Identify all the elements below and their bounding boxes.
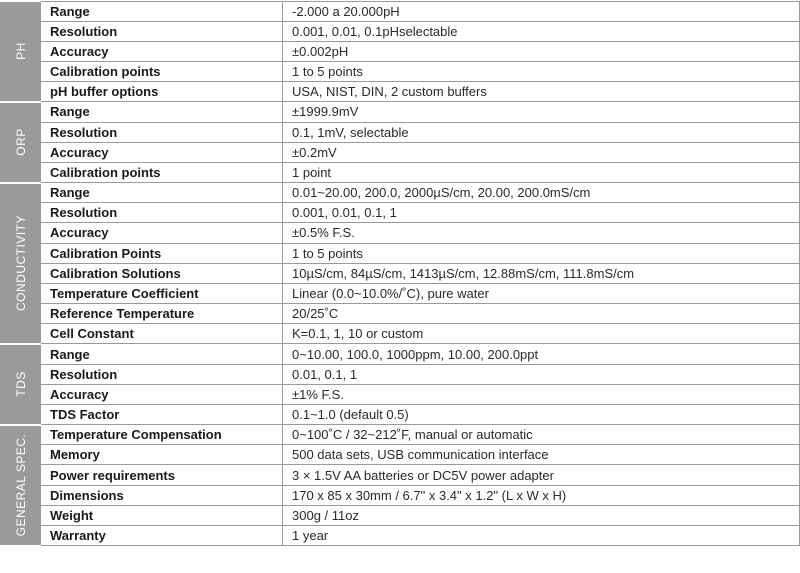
parameter-name: Range [41, 183, 283, 203]
group-label: CONDUCTIVITY [13, 215, 28, 312]
spec-row [1, 142, 800, 162]
parameter-value: 3 × 1.5V AA batteries or DC5V power adapter [283, 465, 800, 485]
spec-row [1, 364, 800, 384]
spec-row [1, 485, 800, 505]
parameter-name: Temperature Coefficient [41, 283, 283, 303]
parameter-name: Calibration points [41, 62, 283, 82]
spec-row [1, 82, 800, 102]
parameter-value: 1 to 5 points [283, 62, 800, 82]
parameter-name: Range [41, 102, 283, 122]
parameter-name: pH buffer options [41, 82, 283, 102]
spec-row [1, 525, 800, 545]
parameter-value: 0.001, 0.01, 0.1pHselectable [283, 21, 800, 41]
spec-row [1, 122, 800, 142]
parameter-name: Resolution [41, 21, 283, 41]
parameter-name: Resolution [41, 203, 283, 223]
spec-row [1, 263, 800, 283]
parameter-name: Accuracy [41, 41, 283, 61]
spec-row [1, 344, 800, 364]
spec-row [1, 304, 800, 324]
parameter-value: 500 data sets, USB communication interface [283, 445, 800, 465]
parameter-name: Accuracy [41, 142, 283, 162]
parameter-value: 1 to 5 points [283, 243, 800, 263]
spec-row [1, 404, 800, 424]
parameter-value: 0~100˚C / 32~212˚F, manual or automatic [283, 425, 800, 445]
spec-row [1, 243, 800, 263]
spec-row [1, 183, 800, 203]
parameter-name: Calibration Points [41, 243, 283, 263]
parameter-value: 1 year [283, 525, 800, 545]
parameter-value: 1 point [283, 162, 800, 182]
parameter-value: 10µS/cm, 84µS/cm, 1413µS/cm, 12.88mS/cm, 111.8mS/cm [283, 263, 800, 283]
parameter-value: 170 x 85 x 30mm / 6.7" x 3.4" x 1.2" (L x W x H) [283, 485, 800, 505]
parameter-name: Cell Constant [41, 324, 283, 344]
spec-row [1, 505, 800, 525]
group-label: ORP [13, 128, 28, 156]
spec-row [1, 283, 800, 303]
parameter-value: ±0.2mV [283, 142, 800, 162]
spec-row [1, 162, 800, 182]
group-header-cell [1, 102, 41, 183]
parameter-value: 0~10.00, 100.0, 1000ppm, 10.00, 200.0ppt [283, 344, 800, 364]
parameter-name: Reference Temperature [41, 304, 283, 324]
spec-row [1, 223, 800, 243]
parameter-value: 20/25˚C [283, 304, 800, 324]
parameter-name: TDS Factor [41, 404, 283, 424]
group-label: GENERAL SPEC. [13, 433, 28, 537]
parameter-value: -2.000 a 20.000pH [283, 1, 800, 21]
parameter-value: ±0.5% F.S. [283, 223, 800, 243]
spec-row [1, 21, 800, 41]
spec-row [1, 102, 800, 122]
parameter-value: ±0.002pH [283, 41, 800, 61]
parameter-name: Accuracy [41, 223, 283, 243]
group-header-cell [1, 183, 41, 344]
parameter-name: Temperature Compensation [41, 425, 283, 445]
parameter-name: Accuracy [41, 384, 283, 404]
group-header-cell [1, 344, 41, 425]
parameter-value: Linear (0.0~10.0%/˚C), pure water [283, 283, 800, 303]
group-header-cell [1, 425, 41, 546]
parameter-name: Dimensions [41, 485, 283, 505]
parameter-name: Resolution [41, 122, 283, 142]
spec-row [1, 384, 800, 404]
parameter-value: 0.01, 0.1, 1 [283, 364, 800, 384]
parameter-name: Calibration Solutions [41, 263, 283, 283]
spec-row [1, 41, 800, 61]
parameter-value: 300g / 11oz [283, 505, 800, 525]
specifications-table-body [1, 1, 800, 546]
parameter-name: Calibration points [41, 162, 283, 182]
parameter-value: 0.1~1.0 (default 0.5) [283, 404, 800, 424]
group-header-cell [1, 1, 41, 102]
spec-row [1, 62, 800, 82]
parameter-name: Resolution [41, 364, 283, 384]
parameter-value: USA, NIST, DIN, 2 custom buffers [283, 82, 800, 102]
parameter-value: ±1% F.S. [283, 384, 800, 404]
parameter-name: Weight [41, 505, 283, 525]
group-label: TDS [13, 371, 28, 398]
spec-row [1, 1, 800, 21]
spec-row [1, 445, 800, 465]
parameter-value: K=0.1, 1, 10 or custom [283, 324, 800, 344]
spec-row [1, 203, 800, 223]
parameter-value: 0.01~20.00, 200.0, 2000µS/cm, 20.00, 200.0mS/cm [283, 183, 800, 203]
parameter-name: Memory [41, 445, 283, 465]
parameter-name: Range [41, 1, 283, 21]
group-label: PH [13, 42, 28, 61]
spec-row [1, 324, 800, 344]
parameter-name: Range [41, 344, 283, 364]
parameter-name: Warranty [41, 525, 283, 545]
parameter-value: 0.1, 1mV, selectable [283, 122, 800, 142]
parameter-name: Power requirements [41, 465, 283, 485]
spec-row [1, 425, 800, 445]
parameter-value: 0.001, 0.01, 0.1, 1 [283, 203, 800, 223]
parameter-value: ±1999.9mV [283, 102, 800, 122]
spec-row [1, 465, 800, 485]
